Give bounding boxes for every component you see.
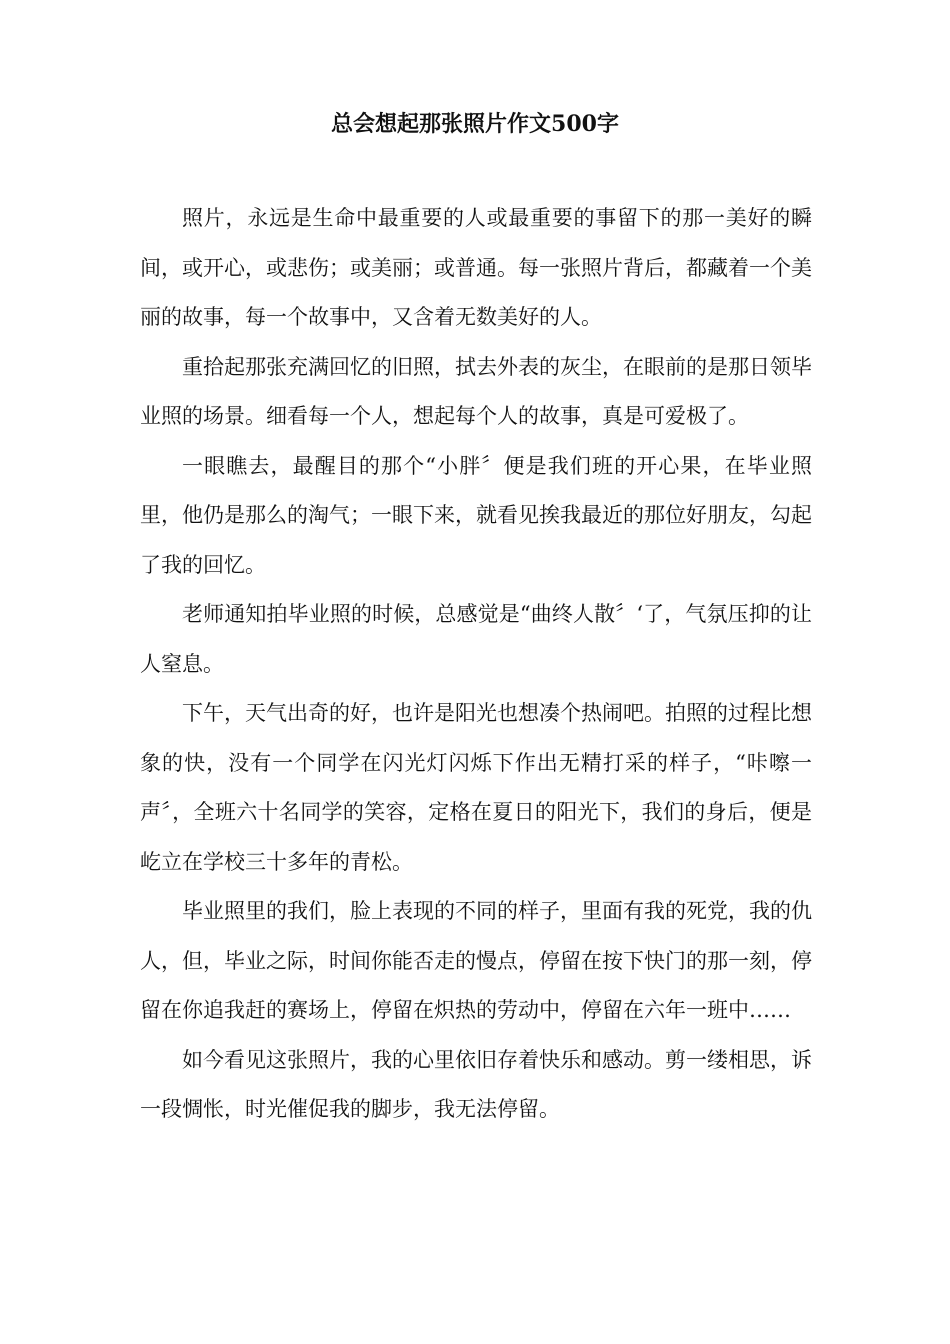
paragraph-4: 老师通知拍毕业照的时候，总感觉是“曲终人散〞‘了，气氛压抑的让人窒息。	[140, 602, 812, 676]
paragraph-5: 下午，天气出奇的好，也许是阳光也想凑个热闹吧。拍照的过程比想象的快，没有一个同学在闪光灯闪烁下作出无精打采的样子，“咔嚓一声〞，全班六十名同学的笑容，定格在夏日的阳光下，我们的身后，便是屹立在学校三十多年的青松。	[140, 701, 812, 874]
paragraph-2: 重拾起那张充满回忆的旧照，拭去外表的灰尘，在眼前的是那日领毕业照的场景。细看每一个人，想起每个人的故事，真是可爱极了。	[140, 354, 812, 428]
page-title: 总会想起那张照片作文500字	[331, 111, 619, 137]
paragraph-7: 如今看见这张照片，我的心里依旧存着快乐和感动。剪一缕相思，诉一段惆怅，时光催促我的脚步，我无法停留。	[140, 1047, 812, 1121]
paragraph-3: 一眼瞧去，最醒目的那个“小胖〞便是我们班的开心果，在毕业照里，他仍是那么的淘气；一眼下来，就看见挨我最近的那位好朋友，勾起了我的回忆。	[140, 453, 812, 577]
paragraph-6: 毕业照里的我们，脸上表现的不同的样子，里面有我的死党，我的仇人，但，毕业之际，时间你能否走的慢点，停留在按下快门的那一刻，停留在你追我赶的赛场上，停留在炽热的劳动中，停留在六年一班中……	[140, 899, 812, 1022]
essay-body	[140, 194, 812, 1135]
paragraph-1: 照片，永远是生命中最重要的人或最重要的事留下的那一美好的瞬间，或开心，或悲伤；或美丽；或普通。每一张照片背后，都藏着一个美丽的故事，每一个故事中，又含着无数美好的人。	[140, 206, 812, 329]
